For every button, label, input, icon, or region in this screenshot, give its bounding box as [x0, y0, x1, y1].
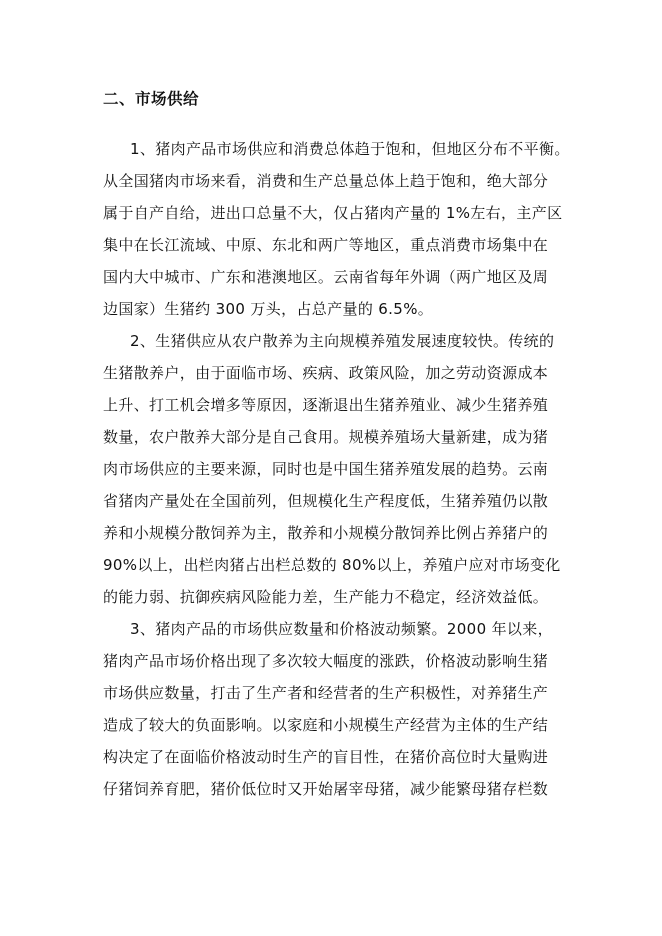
- paragraph-1-line-6: 边国家）生猪约 300 万头，占总产量的 6.5%。: [103, 300, 434, 318]
- paragraph-3-line-3: 市场供应数量，打击了生产者和经营者的生产积极性，对养猪生产: [103, 684, 549, 702]
- paragraph-1-line-5: 国内大中城市、广东和港澳地区。云南省每年外调（两广地区及周: [103, 268, 549, 286]
- paragraph-1-line-1: 1、猪肉产品市场供应和消费总体趋于饱和，但地区分布不平衡。: [130, 140, 570, 158]
- paragraph-2-line-8: 90%以上，出栏肉猪占出栏总数的 80%以上，养殖户应对市场变化: [103, 556, 561, 574]
- paragraph-2-line-6: 省猪肉产量处在全国前列，但规模化生产程度低，生猪养殖仍以散: [103, 492, 549, 510]
- paragraph-3-line-1: 3、猪肉产品的市场供应数量和价格波动频繁。2000 年以来，: [130, 620, 553, 638]
- paragraph-3-line-4: 造成了较大的负面影响。以家庭和小规模生产经营为主体的生产结: [103, 716, 549, 734]
- section-heading: 二、市场供给: [103, 90, 200, 108]
- paragraph-2-line-9: 的能力弱、抗御疾病风险能力差，生产能力不稳定，经济效益低。: [103, 588, 549, 606]
- paragraph-2-line-1: 2、生猪供应从农户散养为主向规模养殖发展速度较快。传统的: [130, 332, 555, 350]
- paragraph-1-line-3: 属于自产自给，进出口总量不大，仅占猪肉产量的 1%左右，主产区: [103, 204, 563, 222]
- paragraph-3-line-5: 构决定了在面临价格波动时生产的盲目性，在猪价高位时大量购进: [103, 748, 549, 766]
- paragraph-2-line-3: 上升、打工机会增多等原因，逐渐退出生猪养殖业、减少生猪养殖: [103, 396, 549, 414]
- paragraph-3-line-2: 猪肉产品市场价格出现了多次较大幅度的涨跌，价格波动影响生猪: [103, 652, 549, 670]
- paragraph-1-line-2: 从全国猪肉市场来看，消费和生产总量总体上趋于饱和，绝大部分: [103, 172, 549, 190]
- paragraph-2-line-7: 养和小规模分散饲养为主，散养和小规模分散饲养比例占养猪户的: [103, 524, 549, 542]
- paragraph-1-line-4: 集中在长江流域、中原、东北和两广等地区，重点消费市场集中在: [103, 236, 549, 254]
- paragraph-3-line-6: 仔猪饲养育肥，猪价低位时又开始屠宰母猪，减少能繁母猪存栏数: [103, 780, 549, 798]
- paragraph-2-line-5: 肉市场供应的主要来源，同时也是中国生猪养殖发展的趋势。云南: [103, 460, 549, 478]
- paragraph-2-line-4: 数量，农户散养大部分是自己食用。规模养殖场大量新建，成为猪: [103, 428, 549, 446]
- paragraph-2-line-2: 生猪散养户，由于面临市场、疾病、政策风险，加之劳动资源成本: [103, 364, 549, 382]
